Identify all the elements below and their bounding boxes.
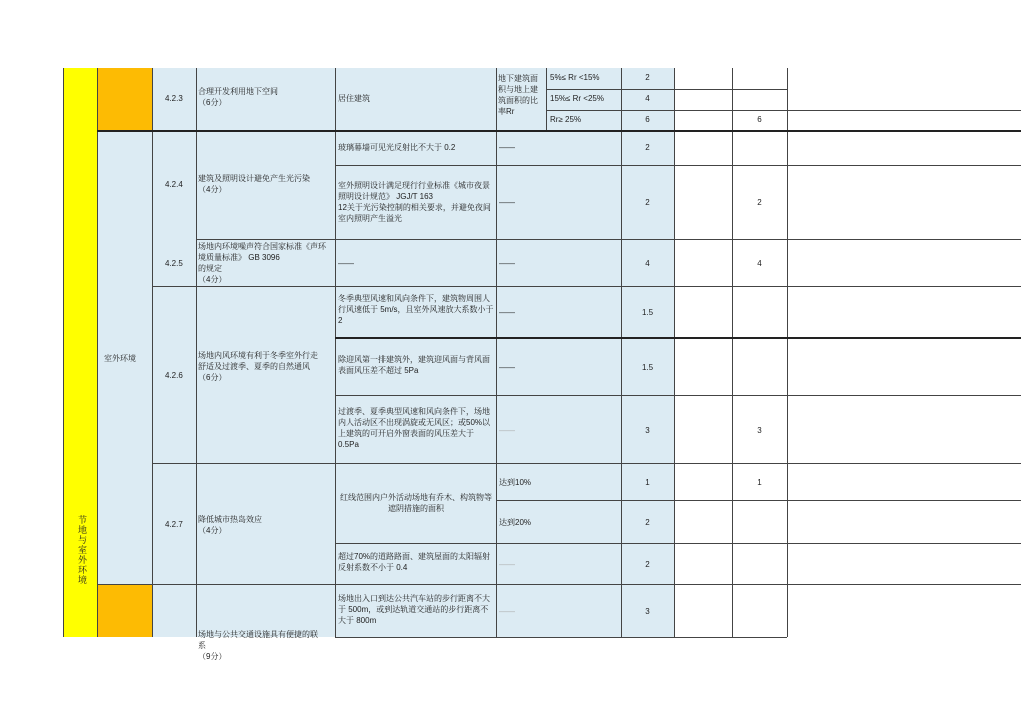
item-427-3: 超过70%的道路路面、建筑屋面的太阳辐射反射系数不小于 0.4: [338, 552, 491, 572]
score-426-1: 1.5: [641, 308, 654, 317]
subcategory-column-bottom: [97, 585, 152, 637]
score-426-3: 3: [645, 426, 650, 435]
indicator-423: 地下建筑面积与地上建筑面积的比率Rr: [498, 74, 538, 116]
indicator-427: 红线范围内户外活动场地有乔木、构筑物等遮阴措施的面积: [340, 493, 492, 513]
dash-428-1: ——: [499, 607, 515, 616]
level-427-1: 达到10%: [499, 478, 532, 487]
score-424-2: 2: [645, 198, 650, 207]
score-427-1: 1: [645, 478, 650, 487]
score-426-2: 1.5: [641, 363, 654, 372]
got-427: 1: [757, 478, 762, 487]
score-424-1: 2: [645, 143, 650, 152]
clause-code-424: 4.2.4: [165, 180, 183, 189]
clause-code-425: 4.2.5: [165, 259, 183, 268]
clause-code-427: 4.2.7: [165, 520, 183, 529]
item-424-2: 室外照明设计满足现行行业标准《城市夜景照明设计规范》 JGJ/T 163 12关于光污染控制的相关要求，并避免夜间室内照明产生溢光: [338, 181, 491, 223]
dash-426-2: ——: [499, 363, 515, 372]
dash-426-1: ——: [499, 308, 515, 317]
item-424-1: 玻璃幕墙可见光反射比不大于 0.2: [338, 143, 456, 152]
dash-425-2: ——: [499, 259, 515, 268]
score-428-1: 3: [645, 607, 650, 616]
dash-425-1: ——: [338, 259, 354, 268]
got-426: 3: [757, 426, 762, 435]
level-423-1: 5%≤ Rr <15%: [550, 73, 600, 82]
clause-code-423: 4.2.3: [165, 94, 183, 103]
dash-424-2: ——: [499, 198, 515, 207]
score-423-1: 2: [645, 73, 650, 82]
clause-title-425: 场地内环境噪声符合国家标准《声环境质量标准》 GB 3096 的规定 （4分）: [198, 242, 326, 284]
clause-title-426: 场地内风环境有利于冬季室外行走舒适及过渡季、夏季的自然通风 （6分）: [198, 351, 318, 382]
object-423: 居住建筑: [338, 94, 370, 103]
clause-title-428: 场地与公共交通设施具有便捷的联系 （9分）: [198, 630, 318, 661]
score-423-2: 4: [645, 94, 650, 103]
level-423-3: Rr≥ 25%: [550, 115, 582, 124]
dash-424-1: ——: [499, 143, 515, 152]
score-column: [621, 68, 674, 637]
clause-code-426: 4.2.6: [165, 371, 183, 380]
score-425: 4: [645, 259, 650, 268]
subcategory-label: 室外环境: [104, 354, 136, 363]
item-428-1: 场地出入口到达公共汽车站的步行距离不大于 500m，或到达轨道交通站的步行距离不大于 800m: [338, 594, 490, 625]
dash-426-3: ——: [499, 426, 515, 435]
clause-title-427: 降低城市热岛效应 （4分）: [198, 515, 262, 535]
score-427-2: 2: [645, 518, 650, 527]
dash-427-3: ——: [499, 560, 515, 569]
clause-title-423: 合理开发利用地下空间 （6分）: [198, 87, 278, 107]
got-425: 4: [757, 259, 762, 268]
clause-title-424: 建筑及照明设计避免产生光污染 （4分）: [198, 174, 310, 194]
subcategory-column-top: [97, 68, 152, 132]
got-423: 6: [757, 115, 762, 124]
category-label: 节地与室外环境: [77, 515, 87, 585]
score-423-3: 6: [645, 115, 650, 124]
level-427-2: 达到20%: [499, 518, 532, 527]
level-423-2: 15%≤ Rr <25%: [550, 94, 604, 103]
got-424: 2: [757, 198, 762, 207]
score-427-3: 2: [645, 560, 650, 569]
item-426-3: 过渡季、夏季典型风速和风向条件下，场地内人活动区不出现涡旋或无风区；或50%以上建筑的可开启外窗表面的风压差大于 0.5Pa: [338, 407, 491, 449]
item-426-2: 除迎风第一排建筑外，建筑迎风面与背风面表面风压差不超过 5Pa: [338, 355, 490, 375]
item-426-1: 冬季典型风速和风向条件下，建筑物周围人行风速低于 5m/s，且室外风速放大系数小于 2: [338, 294, 494, 325]
